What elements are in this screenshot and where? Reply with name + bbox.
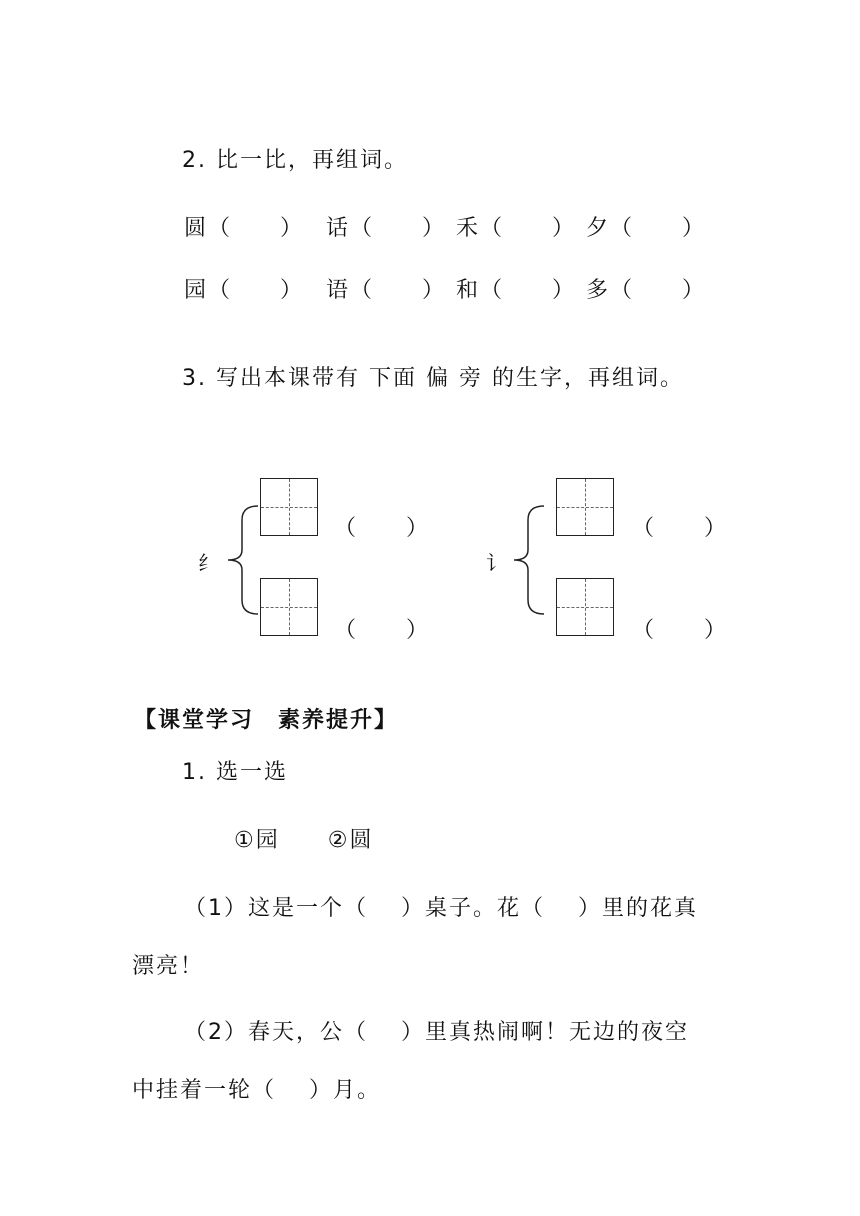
answer-paren-left-2[interactable]: （ ） bbox=[334, 618, 431, 643]
answer-paren-left-1[interactable]: （ ） bbox=[334, 516, 431, 541]
radical-right: 讠 bbox=[486, 551, 508, 575]
q2-row1-item2: 话（ ） bbox=[326, 216, 447, 241]
q2-row2-item2: 语（ ） bbox=[326, 278, 447, 303]
radical-left: 纟 bbox=[198, 551, 220, 575]
q2-row2-item3: 和（ ） bbox=[456, 278, 577, 303]
s2-options: ①园 ②圆 bbox=[234, 828, 374, 853]
s2-item2-line1: （2）春天，公（ ）里真热闹啊！无边的夜空 bbox=[184, 1020, 689, 1045]
s2-item2-line2: 中挂着一轮（ ）月。 bbox=[132, 1078, 381, 1103]
answer-paren-right-2[interactable]: （ ） bbox=[632, 618, 729, 643]
s2-item1-line2: 漂亮！ bbox=[132, 954, 205, 979]
char-box-right-2[interactable] bbox=[556, 578, 614, 636]
q2-title: 2. 比一比，再组词。 bbox=[182, 148, 408, 173]
q2-row1-item3: 禾（ ） bbox=[456, 216, 577, 241]
char-box-left-1[interactable] bbox=[260, 478, 318, 536]
q3-title: 3. 写出本课带有 下面 偏 旁 的生字，再组词。 bbox=[182, 366, 684, 391]
q2-row1-item1: 圆（ ） bbox=[184, 216, 305, 241]
s2-q1-title: 1. 选一选 bbox=[182, 760, 288, 785]
section-heading: 【课堂学习 素养提升】 bbox=[134, 708, 399, 733]
q2-row1-item4: 夕（ ） bbox=[586, 216, 707, 241]
char-box-right-1[interactable] bbox=[556, 478, 614, 536]
q2-row2-item4: 多（ ） bbox=[586, 278, 707, 303]
char-box-left-2[interactable] bbox=[260, 578, 318, 636]
answer-paren-right-1[interactable]: （ ） bbox=[632, 516, 729, 541]
s2-item1-line1: （1）这是一个（ ）桌子。花（ ）里的花真 bbox=[184, 896, 698, 921]
right-brace-icon bbox=[508, 500, 548, 620]
left-brace-icon bbox=[222, 500, 262, 620]
q2-row2-item1: 园（ ） bbox=[184, 278, 305, 303]
